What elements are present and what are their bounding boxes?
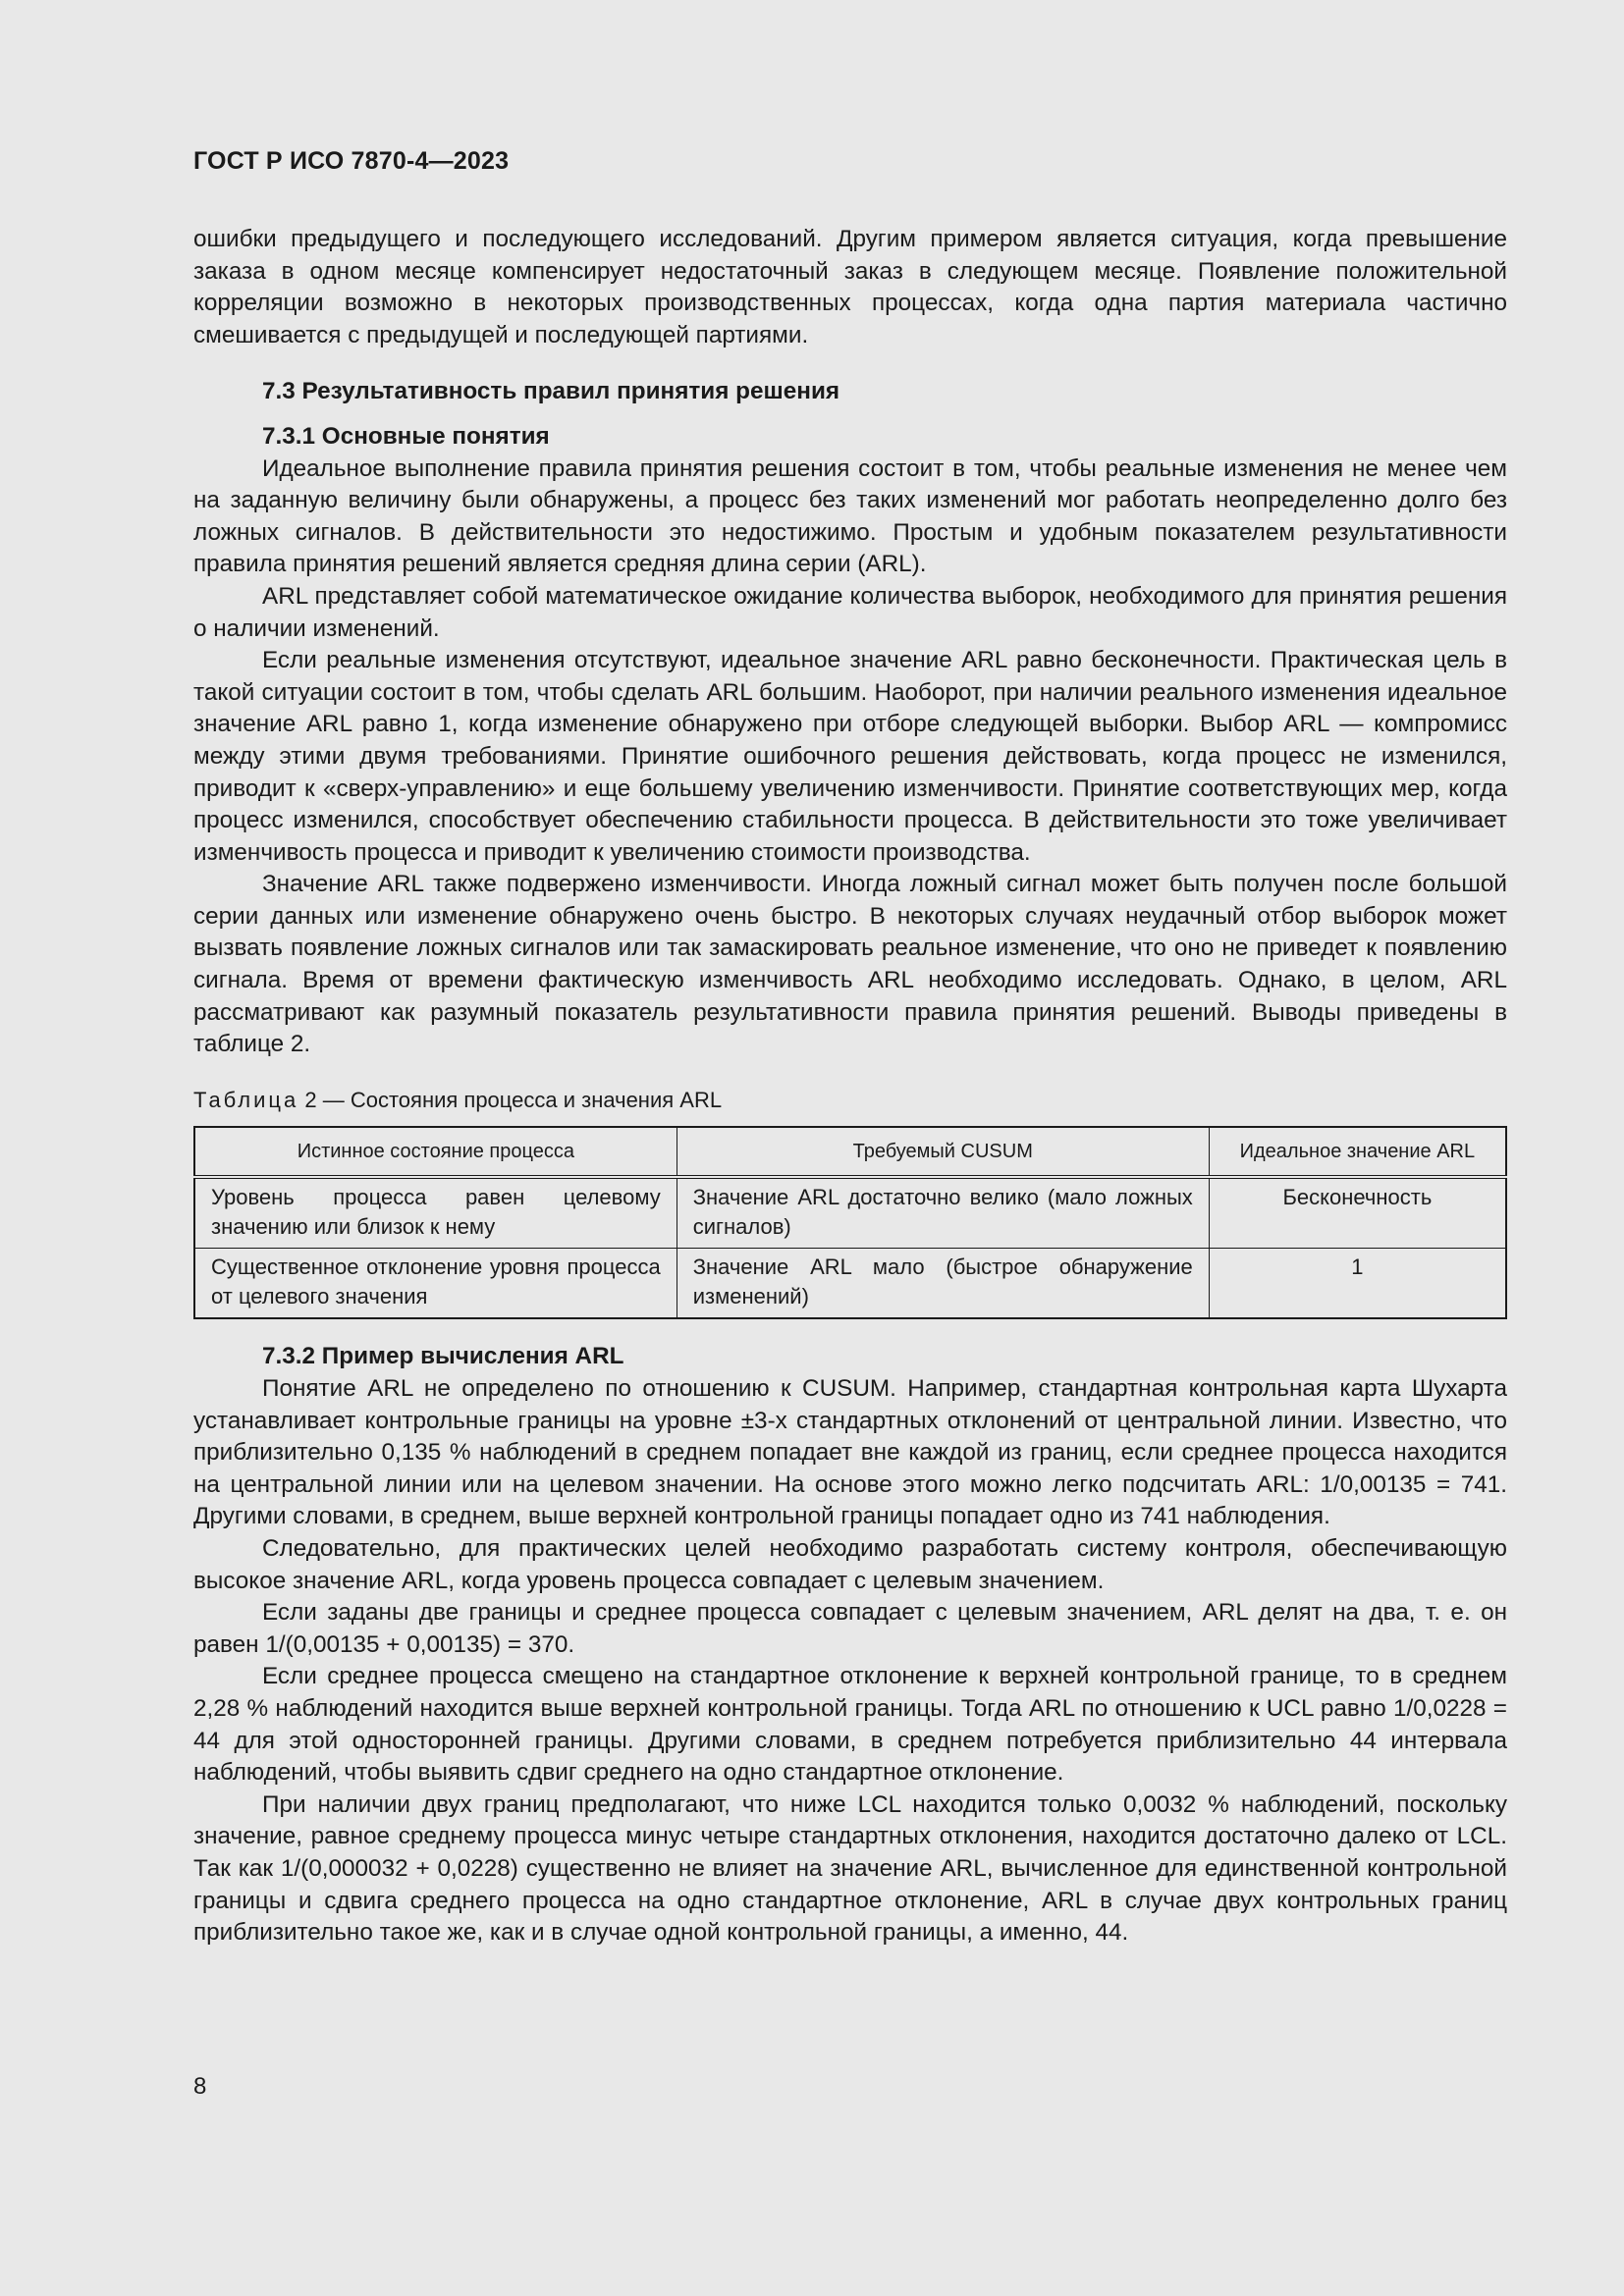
table-caption-label: Таблица bbox=[193, 1087, 299, 1112]
paragraph: Значение ARL также подвержено изменчивости. Иногда ложный сигнал может быть получен после большой серии данных или изменение обнаружено очень быстро. В некоторых случаях неудачный отбор выборок может вызвать появление ложных сигналов или так замаскировать реальное изменение, что оно не приведет к появлению сигнала. Время от времени фактическую изменчивость ARL необходимо исследовать. Однако, в целом, ARL рассматривают как разумный показатель результативности правила принятия решений. Выводы приведены в таблице 2. bbox=[193, 871, 1507, 1058]
paragraph: При наличии двух границ предполагают, что ниже LCL находится только 0,0032 % наблюдений, поскольку значение, равное среднему процесса минус четыре стандартных отклонения, находится достаточно далеко от LCL. Так как 1/(0,000032 + 0,0228) существенно не влияет на значение ARL, вычисленное для единственной контрольной границы и сдвига среднего процесса на одно стандартное отклонение, ARL в случае двух контрольных границ приблизительно такое же, как и в случае одной контрольной границы, а именно, 44. bbox=[193, 1790, 1507, 1947]
section-7-3-1-heading: 7.3.1 Основные понятия bbox=[262, 422, 550, 450]
paragraph: Идеальное выполнение правила принятия решения состоит в том, чтобы реальные изменения не менее чем на заданную величину были обнаружены, а процесс без таких изменений мог работать неопределенно долго без ложных сигналов. В действительности это недостижимо. Простым и удобным показателем результативности правила принятия решений является средняя длина серии (ARL). bbox=[193, 454, 1507, 578]
paragraph: Следовательно, для практических целей необходимо разработать систему контроля, обеспечивающую высокое значение ARL, когда уровень процесса совпадает с целевым значением. bbox=[193, 1535, 1507, 1594]
table-cell: Уровень процесса равен целевому значению или близок к нему bbox=[194, 1177, 677, 1249]
arl-table bbox=[193, 1126, 1507, 1319]
document-header: ГОСТ Р ИСО 7870-4—2023 bbox=[193, 147, 510, 175]
table-cell: Значение ARL достаточно велико (мало ложных сигналов) bbox=[677, 1177, 1209, 1249]
table-cell: Существенное отклонение уровня процесса от целевого значения bbox=[194, 1249, 677, 1319]
paragraph: Если реальные изменения отсутствуют, идеальное значение ARL равно бесконечности. Практическая цель в такой ситуации состоит в том, чтобы сделать ARL большим. Наоборот, при наличии реального изменения идеальное значение ARL равно 1, когда изменение обнаружено при отборе следующей выборки. Выбор ARL — компромисс между этими двумя требованиями. Принятие ошибочного решения действовать, когда процесс не изменился, приводит к «сверх-управлению» и еще большему увеличению изменчивости. Принятие соответствующих мер, когда процесс изменился, способствует обеспечению стабильности процесса. В действительности это тоже увеличивает изменчивость процесса и приводит к увеличению стоимости производства. bbox=[193, 647, 1507, 866]
table-row bbox=[194, 1177, 1506, 1249]
table-cell: Бесконечность bbox=[1209, 1177, 1506, 1249]
intro-paragraph: ошибки предыдущего и последующего исследований. Другим примером является ситуация, когда превышение заказа в одном месяце компенсирует недостаточный заказ в следующем месяце. Появление положительной корреляции возможно в некоторых производственных процессах, когда одна партия материала частично смешивается с предыдущей и последующей партиями. bbox=[193, 226, 1507, 348]
paragraph: ARL представляет собой математическое ожидание количества выборок, необходимого для принятия решения о наличии изменений. bbox=[193, 582, 1507, 642]
page-number: 8 bbox=[193, 2073, 207, 2100]
paragraph: Если среднее процесса смещено на стандартное отклонение к верхней контрольной границе, то в среднем 2,28 % наблюдений находится выше верхней контрольной границы. Тогда ARL по отношению к UCL равно 1/0,0228 = 44 для этой односторонней границы. Другими словами, в среднем потребуется приблизительно 44 интервала наблюдений, чтобы выявить сдвиг среднего на одно стандартное отклонение. bbox=[193, 1663, 1507, 1787]
section-7-3-2-heading: 7.3.2 Пример вычисления ARL bbox=[262, 1343, 624, 1370]
paragraph: Если заданы две границы и среднее процесса совпадает с целевым значением, ARL делят на два, т. е. он равен 1/(0,00135 + 0,00135) = 370. bbox=[193, 1599, 1507, 1658]
table-caption bbox=[193, 1085, 1507, 1117]
table-header-row bbox=[194, 1127, 1506, 1177]
table-cell: Значение ARL мало (быстрое обнаружение изменений) bbox=[677, 1249, 1209, 1319]
table-header-cell: Идеальное значение ARL bbox=[1209, 1127, 1506, 1177]
section-7-3-heading: 7.3 Результативность правил принятия решения bbox=[262, 378, 840, 405]
table-cell: 1 bbox=[1209, 1249, 1506, 1319]
table-row bbox=[194, 1249, 1506, 1319]
paragraph: Понятие ARL не определено по отношению к CUSUM. Например, стандартная контрольная карта Шухарта устанавливает контрольные границы на уровне ±3-х стандартных отклонений от центральной линии. Известно, что приблизительно 0,135 % наблюдений в среднем попадает вне каждой из границ, если среднее процесса находится на центральной линии или на целевом значении. На основе этого можно легко подсчитать ARL: 1/0,00135 = 741. Другими словами, в среднем, выше верхней контрольной границы попадает одно из 741 наблюдения. bbox=[193, 1375, 1507, 1530]
page-content bbox=[193, 224, 1507, 1949]
table-header-cell: Требуемый CUSUM bbox=[677, 1127, 1209, 1177]
table-header-cell: Истинное состояние процесса bbox=[194, 1127, 677, 1177]
table-caption-text: 2 — Состояния процесса и значения ARL bbox=[298, 1087, 723, 1112]
